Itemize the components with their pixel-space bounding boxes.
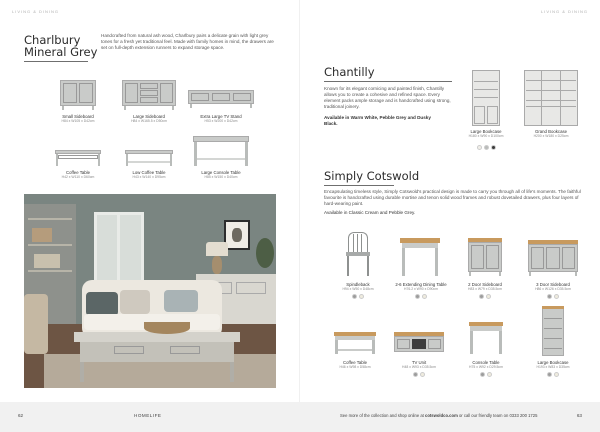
- dining-table-swatches: [388, 294, 454, 299]
- coffee-table-image: [55, 150, 101, 166]
- tv-unit-image: [394, 332, 444, 354]
- chantilly-title-rule: [324, 81, 452, 82]
- swatch-pebble-grey[interactable]: [352, 294, 357, 299]
- tv-stand-image: [188, 90, 254, 108]
- three-door-sideboard-image: [528, 240, 578, 276]
- tv-stand-name: Extra Large TV Stand: [200, 114, 242, 119]
- cotswold-large-bookcase-image: [542, 306, 564, 356]
- cotswold-title: Simply Cotswold: [324, 169, 420, 183]
- swatch-classic-cream[interactable]: [420, 372, 425, 377]
- low-coffee-table-dims: H43 x W140 x D95cm: [132, 175, 166, 179]
- two-door-sideboard-image: [468, 238, 502, 276]
- cotswold-large-bookcase-dims: H193 x W83 x D35cm: [536, 365, 570, 369]
- cotswold-coffee-table-name: Coffee Table: [343, 360, 367, 365]
- cotswold-console-table-swatches: [456, 372, 516, 377]
- dining-table-name: 2-6 Extending Dining Table: [395, 282, 447, 287]
- spindleback-swatches: [328, 294, 388, 299]
- dining-table-image: [400, 238, 440, 276]
- cotswold-large-bookcase-swatches: [523, 372, 583, 377]
- small-sideboard-dims: H84 x W105 x D42cm: [61, 119, 95, 123]
- small-sideboard-image: [60, 80, 96, 110]
- page-number-left: 62: [18, 413, 24, 418]
- chantilly-title: Chantilly: [324, 65, 375, 79]
- cotswold-availability: Available in Classic Cream and Pebble Grey.: [324, 210, 416, 215]
- low-coffee-table-image: [125, 150, 173, 166]
- swatch-classic-cream[interactable]: [554, 294, 559, 299]
- cotswold-console-table-dims: H75 x W92 x D29.5cm: [469, 365, 503, 369]
- swatch-classic-cream[interactable]: [554, 372, 559, 377]
- small-sideboard-name: Small Sideboard: [62, 114, 94, 119]
- swatch-classic-cream[interactable]: [422, 294, 427, 299]
- page-fold: [299, 0, 300, 432]
- coffee-table-dims: H42 x W110 x D60cm: [61, 175, 95, 179]
- cotswold-console-table-image: [469, 322, 503, 354]
- page-number-right: 63: [576, 413, 582, 418]
- two-door-sideboard-swatches: [455, 294, 515, 299]
- charlbury-title-rule: [24, 61, 88, 62]
- charlbury-title-line2: Mineral Grey: [24, 45, 98, 59]
- charlbury-description: Handcrafted from natural ash wood, Charlbury pairs a delicate grain with light grey tones for a fresh yet traditional feel. Made with family homes in mind, the drawers are set on full-depth extension runners to expand storage space.: [101, 33, 274, 51]
- right-section-tag: LIVING & DINING: [540, 9, 588, 14]
- footer-cta-suffix: or call our friendly team on 0333 200 1725: [458, 413, 538, 418]
- chantilly-description: Known for its elegant cornicing and painted finish, Chantilly allows you to create a cohesive and refined space. Every element packs ample storage and is handcrafted using strong, traditional joinery.: [324, 86, 451, 110]
- swatch-pebble-grey[interactable]: [415, 294, 420, 299]
- three-door-sideboard-name: 3 Door Sideboard: [536, 282, 570, 287]
- swatch-pebble-grey[interactable]: [479, 294, 484, 299]
- footer-site-link[interactable]: cotswoldco.com: [424, 413, 458, 418]
- console-table-name: Large Console Table: [201, 170, 241, 175]
- swatch-pebble-grey[interactable]: [547, 294, 552, 299]
- swatch-pebble-grey[interactable]: [547, 372, 552, 377]
- three-door-sideboard-swatches: [523, 294, 583, 299]
- tv-unit-dims: H48 x W93 x D35.5cm: [402, 365, 436, 369]
- coffee-table-name: Coffee Table: [66, 170, 90, 175]
- low-coffee-table-name: Low Coffee Table: [132, 170, 166, 175]
- cotswold-large-bookcase-name: Large Bookcase: [537, 360, 569, 365]
- large-sideboard-name: Large Sideboard: [133, 114, 165, 119]
- large-sideboard-image: [122, 80, 176, 110]
- spindleback-name: Spindleback: [346, 282, 370, 287]
- cotswold-coffee-table-dims: H46 x W98 x D58cm: [339, 365, 371, 369]
- cotswold-coffee-table-image: [334, 332, 376, 354]
- charlbury-title-line1: Charlbury: [24, 33, 81, 47]
- cotswold-console-table-name: Console Table: [472, 360, 500, 365]
- swatch-dusky-black[interactable]: [491, 145, 496, 150]
- swatch-warm-white[interactable]: [477, 145, 482, 150]
- two-door-sideboard-name: 2 Door Sideboard: [468, 282, 502, 287]
- chantilly-large-bookcase-dims: H180 x W90 x D100cm: [468, 134, 504, 138]
- chantilly-large-bookcase-name: Large Bookcase: [470, 129, 502, 134]
- living-room-photo: [24, 194, 276, 388]
- tv-unit-name: TV Unit: [411, 360, 427, 365]
- dining-table-dims: H76.2 x W90 x D90cm: [404, 287, 438, 291]
- swatch-classic-cream[interactable]: [487, 372, 492, 377]
- swatch-pebble-grey[interactable]: [413, 372, 418, 377]
- two-door-sideboard-dims: H83 x W79 x D35.5cm: [468, 287, 502, 291]
- console-table-image: [193, 136, 249, 166]
- brand-name: HOMELIFE: [134, 413, 162, 418]
- chantilly-grand-bookcase-image: [524, 70, 578, 126]
- tv-stand-dims: H53 x W200 x D42cm: [204, 119, 238, 123]
- chantilly-large-bookcase-image: [472, 70, 500, 126]
- chantilly-grand-bookcase-dims: H200 x W180 x D25cm: [533, 134, 569, 138]
- large-sideboard-dims: H84 x W165.5 x D50cm: [131, 119, 167, 123]
- chantilly-availability: Available in Warm White, Pebble Grey and Dusky Black.: [324, 115, 431, 127]
- left-section-tag: LIVING & DINING: [12, 9, 60, 14]
- tv-unit-swatches: [389, 372, 449, 377]
- spindleback-dims: H94 x W50 x D48cm: [342, 287, 374, 291]
- swatch-pebble-grey[interactable]: [484, 145, 489, 150]
- footer-cta: [340, 413, 537, 418]
- cotswold-title-rule: [324, 185, 394, 186]
- footer-cta-prefix: See more of the collection and shop online at: [340, 413, 424, 418]
- swatch-classic-cream[interactable]: [359, 294, 364, 299]
- chantilly-grand-bookcase-name: Grand Bookcase: [534, 129, 567, 134]
- cotswold-description: Encapsulating timeless style, Simply Cotswold's practical design is made to carry you through all of life's moments. The faithful favourite is handcrafted using durable mortise and tenon solid wood frames and robust dovetailed drawers, plus four layers of hard-wearing paint.: [324, 189, 581, 207]
- chantilly-large-bookcase-swatches: [456, 145, 516, 150]
- three-door-sideboard-dims: H86 x W126 x D35.5cm: [535, 287, 571, 291]
- console-table-dims: H85 x W150 x D40cm: [204, 175, 238, 179]
- swatch-classic-cream[interactable]: [486, 294, 491, 299]
- spindleback-chair-image: [344, 232, 372, 276]
- swatch-pebble-grey[interactable]: [480, 372, 485, 377]
